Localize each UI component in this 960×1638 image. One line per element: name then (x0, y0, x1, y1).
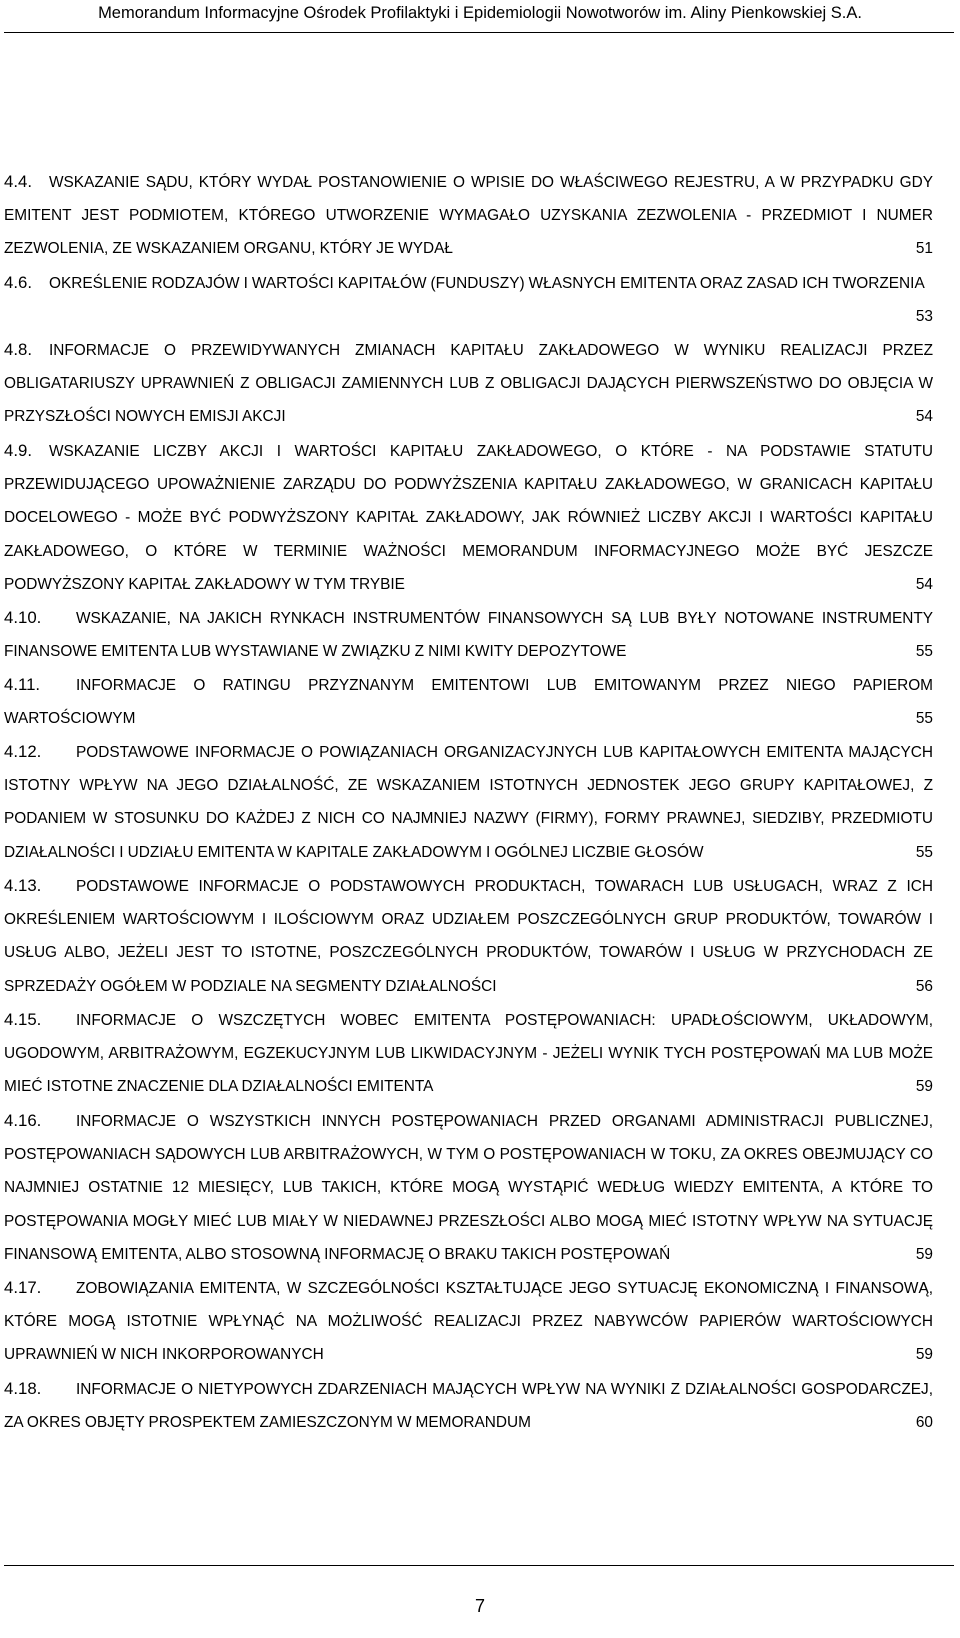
toc-entry[interactable] (4, 869, 933, 1003)
toc-title: PODSTAWOWE INFORMACJE O POWIĄZANIACH ORGANIZACYJNYCH LUB KAPITAŁOWYCH EMITENTA MAJĄCYCH ISTOTNY WPŁYW NA JEGO DZIAŁALNOŚĆ, ZE WSKAZANIEM ISTOTNYCH JEDNOSTEK JEGO GRUPY KAPITAŁOWEJ, Z PODANIEM W STOSUNKU DO KAŻDEJ Z NICH CO NAJMNIEJ NAZWY (FIRMY), FORMY PRAWNEJ, SIEDZIBY, PRZEDMIOTU DZIAŁALNOŚCI I UDZIAŁU EMITENTA W KAPITALE ZAKŁADOWYM I OGÓLNEJ LICZBIE GŁOSÓW (4, 744, 933, 861)
toc-page: 55 (915, 843, 933, 861)
toc-title: WSKAZANIE SĄDU, KTÓRY WYDAŁ POSTANOWIENIE O WPISIE DO WŁAŚCIWEGO REJESTRU, A W PRZYPADKU GDY EMITENT JEST PODMIOTEM, KTÓREGO UTWORZENIE WYMAGAŁO UZYSKANIA ZEZWOLENIA - PRZEDMIOT I NUMER ZEZWOLENIA, ZE WSKAZANIEM ORGANU, KTÓRY JE WYDAŁ (4, 174, 933, 258)
toc-page: 59 (915, 1245, 933, 1263)
toc-entry[interactable] (4, 601, 933, 668)
toc-number: 4.11. (4, 675, 41, 694)
toc-entry[interactable] (4, 1104, 933, 1271)
header-divider (4, 32, 954, 33)
toc-entry[interactable] (4, 1003, 933, 1104)
toc-entry[interactable] (4, 434, 933, 601)
toc-number: 4.16. (4, 1111, 42, 1130)
toc-entry[interactable] (4, 1271, 933, 1372)
footer-divider (4, 1565, 954, 1566)
toc-title: WSKAZANIE LICZBY AKCJI I WARTOŚCI KAPITAŁU ZAKŁADOWEGO, O KTÓRE - NA PODSTAWIE STATUTU PRZEWIDUJĄCEGO UPOWAŻNIENIE ZARZĄDU DO PODWYŻSZENIA KAPITAŁU ZAKŁADOWEGO, W GRANICACH KAPITAŁU DOCELOWEGO - MOŻE BYĆ PODWYŻSZONY KAPITAŁ ZAKŁADOWY, JAK RÓWNIEŻ LICZBY AKCJI I WARTOŚCI KAPITAŁU ZAKŁADOWEGO, O KTÓRE W TERMINIE WAŻNOŚCI MEMORANDUM INFORMACYJNEGO MOŻE BYĆ JESZCZE PODWYŻSZONY KAPITAŁ ZAKŁADOWY W TYM TRYBIE (4, 443, 933, 593)
toc-number: 4.15. (4, 1010, 42, 1029)
toc-entry[interactable] (4, 165, 933, 266)
toc-title: INFORMACJE O RATINGU PRZYZNANYM EMITENTOWI LUB EMITOWANYM PRZEZ NIEGO PAPIEROM WARTOŚCIOWYM (4, 677, 933, 728)
toc-entry[interactable] (4, 333, 933, 434)
toc-number: 4.13. (4, 876, 42, 895)
toc-page: 59 (915, 1078, 933, 1096)
toc-number: 4.10. (4, 608, 42, 627)
toc-entry[interactable] (4, 668, 933, 735)
toc-number: 4.8. (4, 340, 32, 359)
toc-title: ZOBOWIĄZANIA EMITENTA, W SZCZEGÓLNOŚCI KSZTAŁTUJĄCE JEGO SYTUACJĘ EKONOMICZNĄ I FINANSOWĄ, KTÓRE MOGĄ ISTOTNIE WPŁYNĄĆ NA MOŻLIWOŚĆ REALIZACJI PRZEZ NABYWCÓW PAPIERÓW WARTOŚCIOWYCH UPRAWNIEŃ W NICH INKORPOROWANYCH (4, 1280, 933, 1364)
toc-title: PODSTAWOWE INFORMACJE O PODSTAWOWYCH PRODUKTACH, TOWARACH LUB USŁUGACH, WRAZ Z ICH OKREŚLENIEM WARTOŚCIOWYM I ILOŚCIOWYM ORAZ UDZIAŁEM POSZCZEGÓLNYCH GRUP PRODUKTÓW, TOWARÓW I USŁUG ALBO, JEŻELI JEST TO ISTOTNE, POSZCZEGÓLNYCH PRODUKTÓW, TOWARÓW I USŁUG W PRZYCHODACH ZE SPRZEDAŻY OGÓŁEM W PODZIALE NA SEGMENTY DZIAŁALNOŚCI (4, 878, 933, 995)
toc-number: 4.18. (4, 1379, 42, 1398)
toc-page: 60 (915, 1414, 933, 1432)
toc-entry[interactable] (4, 266, 933, 333)
toc-entry[interactable] (4, 735, 933, 869)
toc-title: INFORMACJE O WSZCZĘTYCH WOBEC EMITENTA POSTĘPOWANIACH: UPADŁOŚCIOWYM, UKŁADOWYM, UGODOWYM, ARBITRAŻOWYM, EGZEKUCYJNYM LUB LIKWIDACYJNYM - JEŻELI WYNIK TYCH POSTĘPOWAŃ MA LUB MOŻE MIEĆ ISTOTNE ZNACZENIE DLA DZIAŁALNOŚCI EMITENTA (4, 1012, 933, 1096)
page-header: Memorandum Informacyjne Ośrodek Profilaktyki i Epidemiologii Nowotworów im. Aliny Pienkowskiej S.A. (98, 4, 862, 22)
toc-page: 54 (915, 575, 933, 593)
toc-page: 56 (915, 977, 933, 995)
toc-page: 59 (915, 1346, 933, 1364)
toc-title: WSKAZANIE, NA JAKICH RYNKACH INSTRUMENTÓW FINANSOWYCH SĄ LUB BYŁY NOTOWANE INSTRUMENTY FINANSOWE EMITENTA LUB WYSTAWIANE W ZWIĄZKU Z NIMI KWITY DEPOZYTOWE (4, 610, 933, 661)
toc-page: 53 (915, 308, 933, 326)
toc-number: 4.9. (4, 441, 32, 460)
toc-page: 55 (915, 643, 933, 661)
toc-number: 4.6. (4, 273, 32, 292)
toc-page: 55 (915, 710, 933, 728)
toc-title: INFORMACJE O PRZEWIDYWANYCH ZMIANACH KAPITAŁU ZAKŁADOWEGO W WYNIKU REALIZACJI PRZEZ OBLIGATARIUSZY UPRAWNIEŃ Z OBLIGACJI ZAMIENNYCH LUB Z OBLIGACJI DAJĄCYCH PIERWSZEŃSTWO DO OBJĘCIA W PRZYSZŁOŚCI NOWYCH EMISJI AKCJI (4, 342, 933, 426)
toc-page: 51 (915, 240, 933, 258)
toc-number: 4.17. (4, 1278, 42, 1297)
page-number: 7 (474, 1596, 485, 1616)
toc-number: 4.4. (4, 172, 32, 191)
toc-title: INFORMACJE O NIETYPOWYCH ZDARZENIACH MAJĄCYCH WPŁYW NA WYNIKI Z DZIAŁALNOŚCI GOSPODARCZEJ, ZA OKRES OBJĘTY PROSPEKTEM ZAMIESZCZONYM W MEMORANDUM (4, 1381, 933, 1432)
toc-entry[interactable] (4, 1372, 933, 1439)
toc-title: OKREŚLENIE RODZAJÓW I WARTOŚCI KAPITAŁÓW (FUNDUSZY) WŁASNYCH EMITENTA ORAZ ZASAD ICH TWORZENIA (49, 275, 925, 292)
toc-title: INFORMACJE O WSZYSTKICH INNYCH POSTĘPOWANIACH PRZED ORGANAMI ADMINISTRACJI PUBLICZNEJ, POSTĘPOWANIACH SĄDOWYCH LUB ARBITRAŻOWYCH, W TYM O POSTĘPOWANIACH W TOKU, ZA OKRES OBEJMUJĄCY CO NAJMNIEJ OSTATNIE 12 MIESIĘCY, LUB TAKICH, KTÓRE MOGĄ WYSTĄPIĆ WEDŁUG WIEDZY EMITENTA, A KTÓRE TO POSTĘPOWANIA MOGŁY MIEĆ LUB MIAŁY W NIEDAWNEJ PRZESZŁOŚCI ALBO MOGĄ MIEĆ ISTOTNY WPŁYW NA SYTUACJĘ FINANSOWĄ EMITENTA, ALBO STOSOWNĄ INFORMACJĘ O BRAKU TAKICH POSTĘPOWAŃ (4, 1113, 933, 1263)
toc-number: 4.12. (4, 742, 42, 761)
toc-page: 54 (915, 408, 933, 426)
